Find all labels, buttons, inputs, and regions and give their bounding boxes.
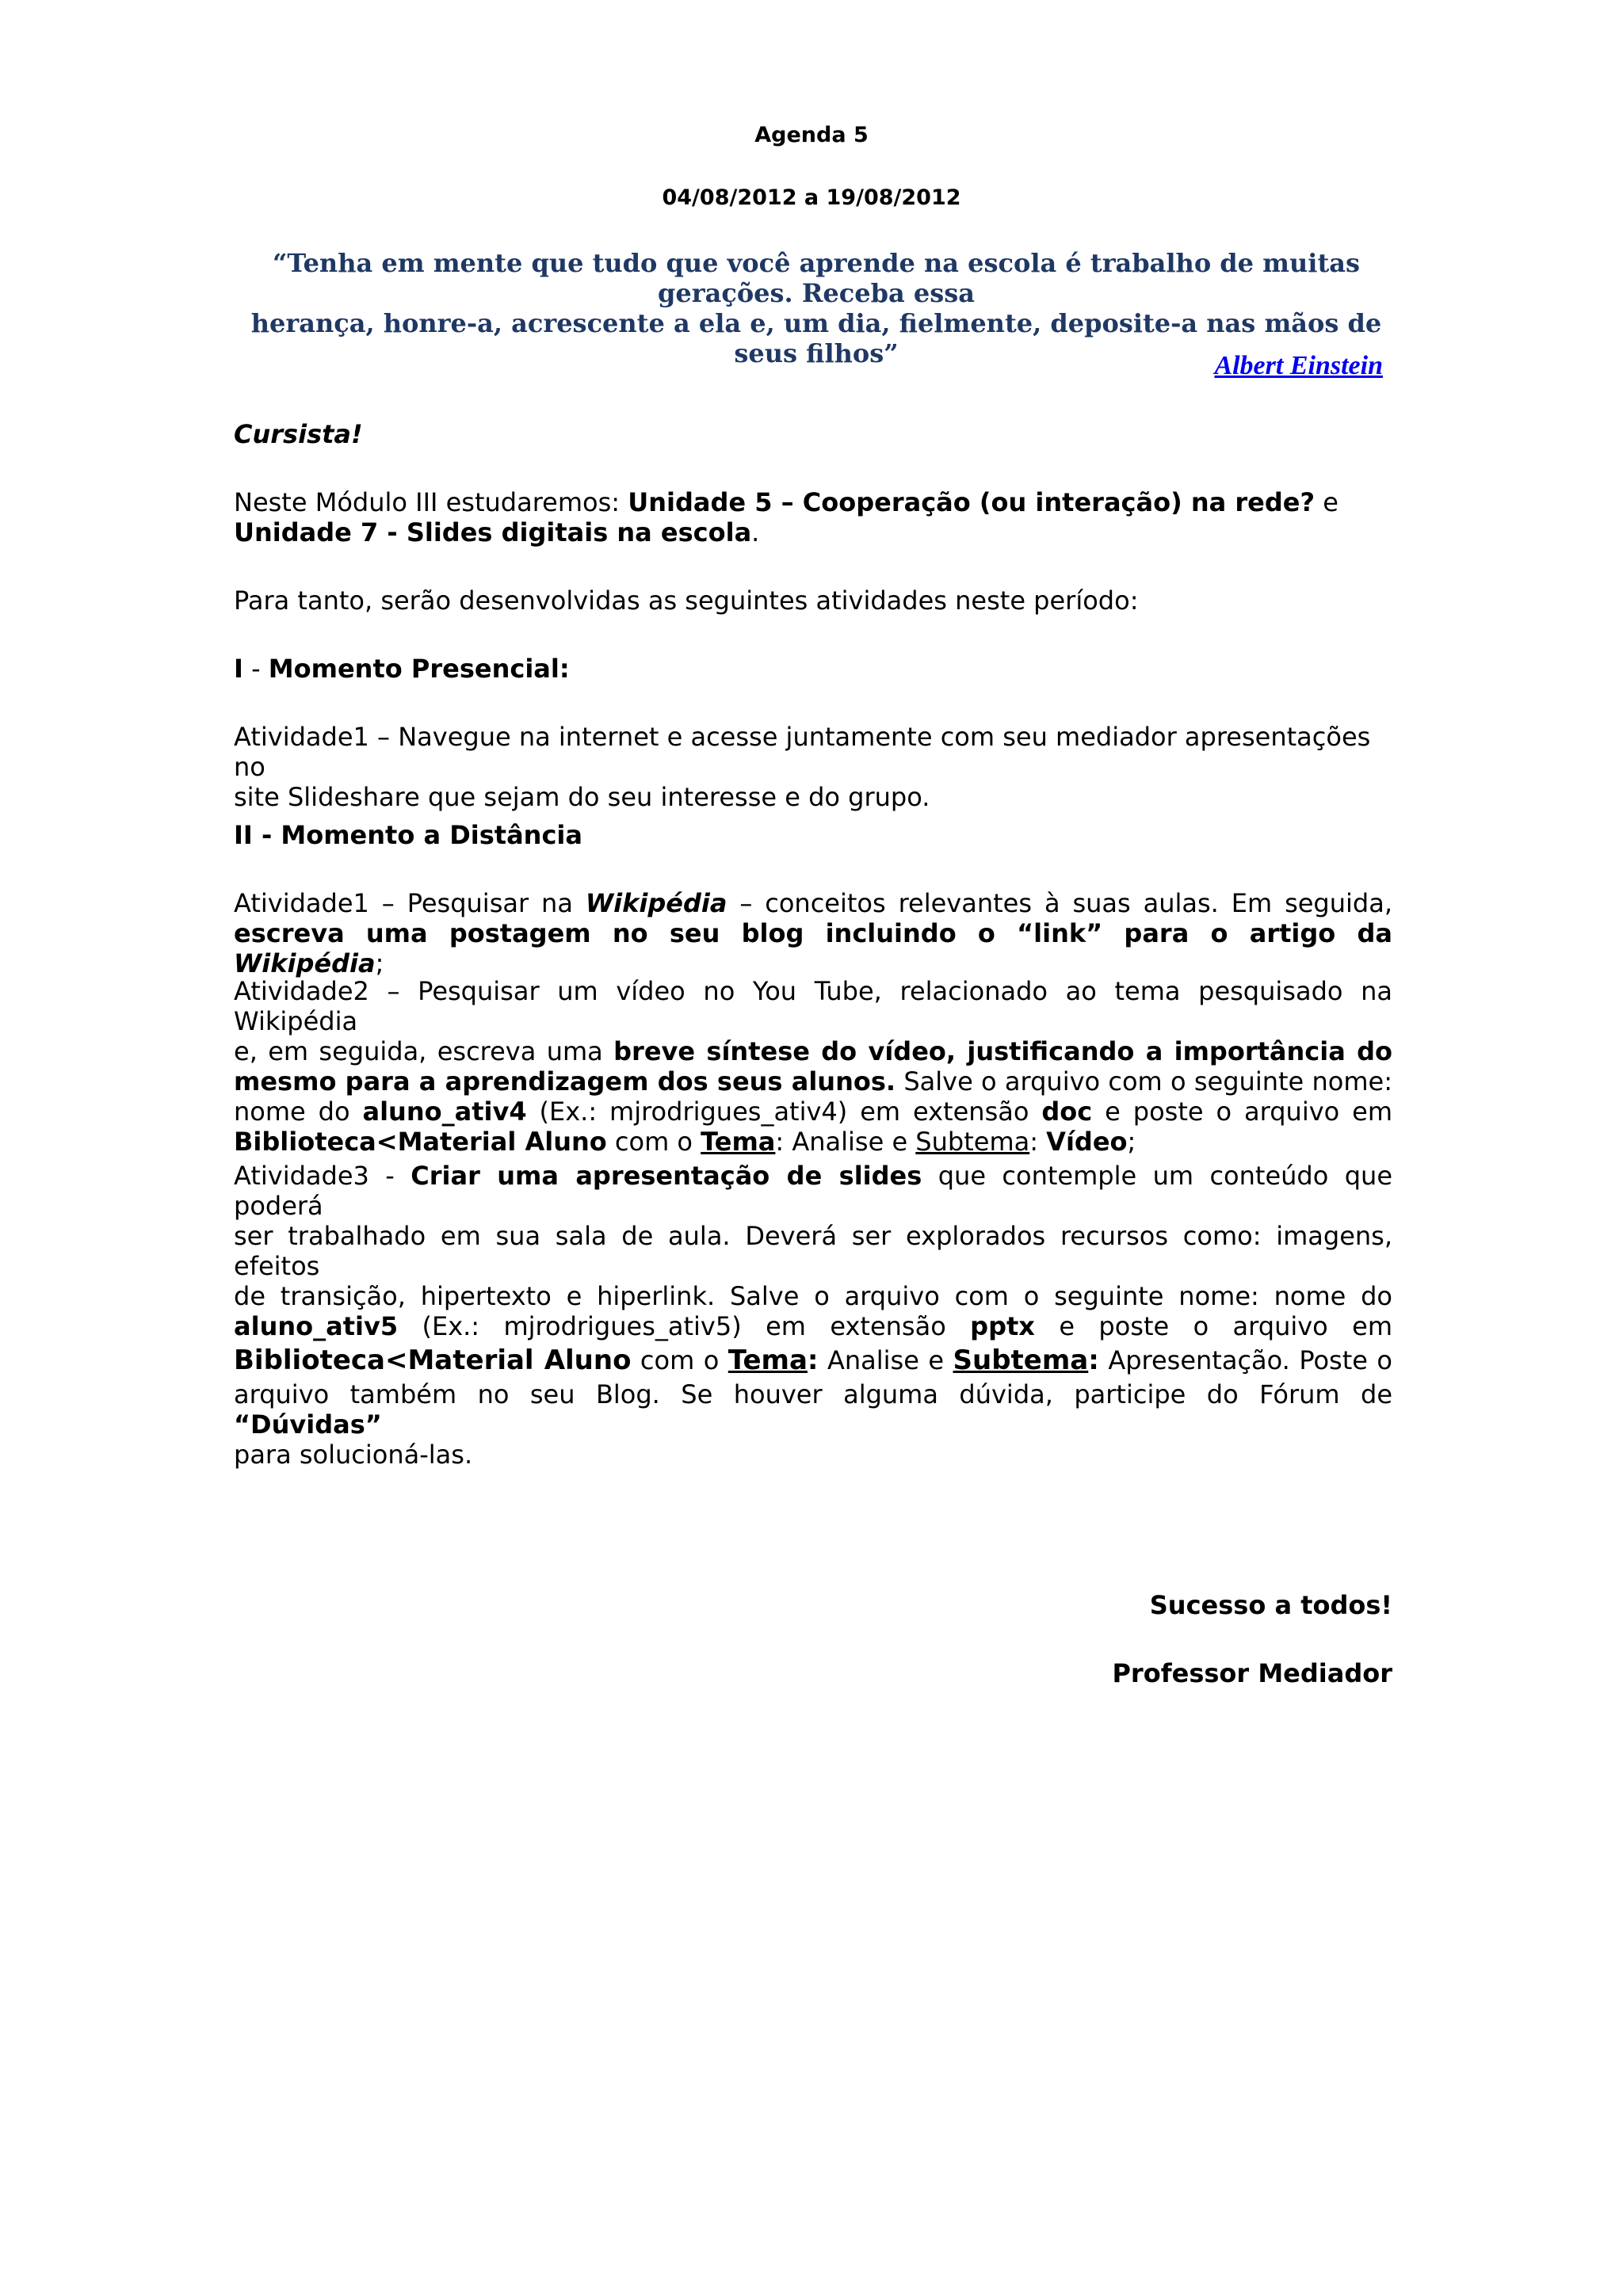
tema-label: Tema bbox=[727, 1344, 808, 1376]
filename-ativ5: aluno_ativ5 bbox=[234, 1311, 399, 1341]
closing-success: Sucesso a todos! bbox=[1149, 1590, 1392, 1620]
s2-a2-bold-text: mesmo para a aprendizagem dos seus alunos. bbox=[234, 1066, 896, 1097]
section-2-heading: II - Momento a Distância bbox=[234, 820, 582, 850]
s2-a2-line-1: Atividade2 – Pesquisar um vídeo no You Tube, relacionado ao tema pesquisado na Wikipédia bbox=[234, 976, 1392, 1036]
s2-a3-text: com o bbox=[631, 1345, 728, 1375]
wikipedia-term: Wikipédia bbox=[585, 888, 727, 918]
intro-conj: e bbox=[1315, 487, 1338, 517]
quote-line-2: herança, honre-a, acrescente a ela e, um dia, fielmente, deposite-a nas mãos de seus filhos” bbox=[250, 308, 1382, 368]
s2-a2-bold-text: breve síntese do vídeo, justificando a importância do bbox=[613, 1036, 1393, 1066]
s2-a2-text: e, em seguida, escreva uma bbox=[234, 1036, 614, 1066]
section-2-atividade-3 bbox=[234, 1161, 1392, 1470]
library-path: Biblioteca<Material Aluno bbox=[234, 1127, 607, 1157]
section-1-sep: - bbox=[242, 654, 269, 684]
s2-a2-text: e poste o arquivo em bbox=[1092, 1097, 1393, 1127]
unit-5: Unidade 5 – Cooperação (ou interação) na rede? bbox=[628, 487, 1316, 517]
agenda-title: Agenda 5 bbox=[754, 123, 869, 147]
library-path: Biblioteca<Material Aluno bbox=[234, 1344, 632, 1376]
s2-a3-text: Analise e bbox=[818, 1345, 953, 1375]
quote-line-1: “Tenha em mente que tudo que você aprende na escola é trabalho de muitas gerações. Receba essa bbox=[273, 248, 1360, 308]
tema-label: Tema bbox=[701, 1127, 776, 1157]
section-2-atividade-1 bbox=[234, 888, 1392, 978]
subtema-value: Vídeo bbox=[1046, 1127, 1128, 1157]
s2-a2-text: nome do bbox=[234, 1097, 363, 1127]
date-range: 04/08/2012 a 19/08/2012 bbox=[662, 185, 961, 210]
section-1-number: I bbox=[234, 654, 243, 684]
extension-pptx: pptx bbox=[970, 1311, 1035, 1341]
s2-a2-text: (Ex.: mjrodrigues_ativ4) em extensão bbox=[526, 1097, 1042, 1127]
closing-signature: Professor Mediador bbox=[1112, 1658, 1392, 1688]
s2-a3-text: (Ex.: mjrodrigues_ativ5) em extensão bbox=[398, 1311, 971, 1341]
subtema-label: Subtema bbox=[953, 1344, 1089, 1376]
s2-a3-text: Apresentação. Poste o bbox=[1098, 1345, 1392, 1375]
wikipedia-term: Wikipédia bbox=[234, 948, 376, 978]
s2-a3-bold-text: : bbox=[1088, 1344, 1099, 1376]
s2-a2-text: ; bbox=[1127, 1127, 1136, 1157]
section-1-title: Momento Presencial: bbox=[268, 654, 570, 684]
s1-a1-line-1: Atividade1 – Navegue na internet e acesse juntamente com seu mediador apresentações no bbox=[234, 722, 1371, 782]
subtema-label: Subtema bbox=[915, 1127, 1030, 1157]
unit-7: Unidade 7 - Slides digitais na escola bbox=[234, 517, 752, 547]
s2-a1-bold-text: escreva uma postagem no seu blog incluindo o “link” para o artigo da bbox=[234, 918, 1392, 948]
s2-a2-text: com o bbox=[606, 1127, 701, 1157]
intro-end: . bbox=[751, 517, 760, 547]
s2-a3-bold-text: : bbox=[807, 1344, 819, 1376]
s2-a3-text: que contemple um conteúdo que poderá bbox=[234, 1161, 1393, 1221]
filename-ativ4: aluno_ativ4 bbox=[362, 1097, 527, 1127]
s1-a1-line-2: site Slideshare que sejam do seu interesse e do grupo. bbox=[234, 782, 930, 812]
extension-doc: doc bbox=[1041, 1097, 1093, 1127]
s2-a3-bold-text: Criar uma apresentação de slides bbox=[411, 1161, 922, 1191]
s2-a2-text: Salve o arquivo com o seguinte nome: bbox=[896, 1066, 1392, 1097]
s2-a3-line-3: de transição, hipertexto e hiperlink. Salve o arquivo com o seguinte nome: nome do bbox=[234, 1281, 1392, 1311]
s2-a1-text: ; bbox=[375, 948, 384, 978]
s2-a2-text: : Analise e bbox=[775, 1127, 916, 1157]
section-1-atividade-1 bbox=[234, 722, 1392, 812]
section-1-heading bbox=[234, 654, 1392, 684]
intro-paragraph bbox=[234, 487, 1392, 547]
s2-a3-line-7: para solucioná-las. bbox=[234, 1440, 473, 1470]
s2-a1-text: Atividade1 – Pesquisar na bbox=[234, 888, 586, 918]
duvidas-forum: “Dúvidas” bbox=[234, 1409, 382, 1440]
section-2-atividade-2 bbox=[234, 976, 1392, 1157]
para-tanto: Para tanto, serão desenvolvidas as seguintes atividades neste período: bbox=[234, 585, 1139, 616]
s2-a3-line-2: ser trabalhado em sua sala de aula. Deverá ser explorados recursos como: imagens, efeitos bbox=[234, 1221, 1392, 1281]
greeting: Cursista! bbox=[234, 419, 363, 449]
s2-a3-text: Atividade3 - bbox=[234, 1161, 411, 1191]
s2-a3-text: arquivo também no seu Blog. Se houver alguma dúvida, participe do Fórum de bbox=[234, 1379, 1392, 1409]
intro-prefix: Neste Módulo III estudaremos: bbox=[234, 487, 628, 517]
quote-author-link[interactable]: Albert Einstein bbox=[1214, 351, 1383, 380]
s2-a3-text: e poste o arquivo em bbox=[1034, 1311, 1392, 1341]
s2-a2-text: : bbox=[1029, 1127, 1047, 1157]
s2-a1-text: – conceitos relevantes à suas aulas. Em seguida, bbox=[727, 888, 1392, 918]
